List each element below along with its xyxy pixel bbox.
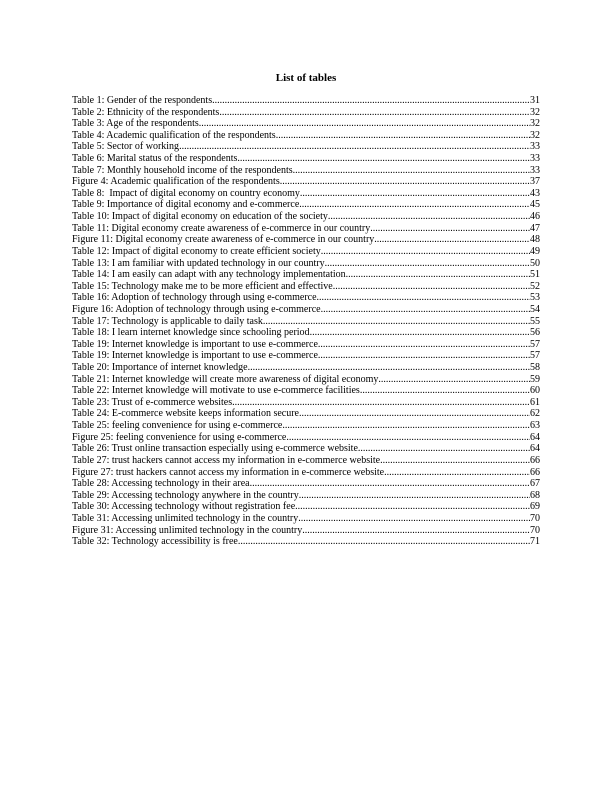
toc-entry-page-number: 67 bbox=[530, 478, 540, 490]
toc-entry-label: Table 1: Gender of the respondents bbox=[72, 95, 213, 106]
toc-entry-label: Table 13: I am familiar with updated technology in our country bbox=[72, 257, 325, 269]
toc-entry[interactable] bbox=[72, 223, 540, 235]
toc-entry-label: Table 26: Trust online transaction especially using e-commerce website bbox=[72, 443, 358, 455]
toc-entry[interactable] bbox=[72, 153, 540, 165]
dot-leader bbox=[317, 292, 530, 304]
dot-leader bbox=[378, 374, 530, 386]
toc-entry-label: Figure 4: Academic qualification of the respondents bbox=[72, 176, 280, 188]
toc-entry-page-number: 48 bbox=[530, 234, 540, 246]
toc-entry-label: Figure 31: Accessing unlimited technology in the country bbox=[72, 524, 303, 536]
dot-leader bbox=[282, 420, 530, 432]
toc-entry-label: Figure 16: Adoption of technology through using e-commerce bbox=[72, 303, 321, 315]
toc-entry[interactable] bbox=[72, 339, 540, 351]
toc-entry-page-number: 33 bbox=[530, 141, 540, 153]
toc-entry-label: Table 31: Accessing unlimited technology in the country bbox=[72, 512, 299, 524]
toc-entry[interactable] bbox=[72, 443, 540, 455]
toc-entry[interactable] bbox=[72, 269, 540, 281]
toc-entry-label: Table 17: Technology is applicable to daily task bbox=[72, 315, 263, 327]
dot-leader bbox=[299, 199, 530, 211]
toc-entry[interactable] bbox=[72, 478, 540, 490]
toc-entry-page-number: 56 bbox=[530, 327, 540, 339]
dot-leader bbox=[299, 408, 530, 420]
toc-entry-label: Table 9: Importance of digital economy and e-commerce bbox=[72, 199, 300, 211]
toc-entry-page-number: 55 bbox=[530, 315, 540, 327]
toc-entry[interactable] bbox=[72, 130, 540, 142]
toc-entry-page-number: 57 bbox=[530, 338, 540, 350]
toc-entry-label: Table 24: E-commerce website keeps information secure bbox=[72, 408, 299, 420]
toc-entry[interactable] bbox=[72, 258, 540, 270]
dot-leader bbox=[232, 397, 530, 409]
dot-leader bbox=[321, 304, 530, 316]
dot-leader bbox=[179, 141, 530, 153]
toc-entry-page-number: 64 bbox=[530, 431, 540, 443]
toc-entry[interactable] bbox=[72, 176, 540, 188]
toc-entry[interactable] bbox=[72, 141, 540, 153]
toc-entry-page-number: 66 bbox=[530, 466, 540, 478]
toc-entry[interactable] bbox=[72, 536, 540, 548]
toc-entry-label: Table 7: Monthly household income of the respondents bbox=[72, 164, 293, 176]
toc-entry[interactable] bbox=[72, 107, 540, 119]
dot-leader bbox=[295, 501, 530, 513]
toc-entry-page-number: 33 bbox=[530, 153, 540, 165]
toc-entry-page-number: 47 bbox=[530, 222, 540, 234]
toc-entry[interactable] bbox=[72, 95, 540, 107]
table-of-contents bbox=[72, 95, 540, 548]
toc-entry-page-number: 53 bbox=[530, 292, 540, 304]
toc-entry-page-number: 43 bbox=[530, 187, 540, 199]
toc-entry-page-number: 50 bbox=[530, 257, 540, 269]
toc-entry[interactable] bbox=[72, 455, 540, 467]
dot-leader bbox=[212, 95, 530, 107]
toc-entry-label: Table 29: Accessing technology anywhere in the country bbox=[72, 489, 299, 501]
dot-leader bbox=[384, 467, 530, 479]
toc-entry-label: Table 6: Marital status of the respondents bbox=[72, 153, 238, 165]
toc-entry-label: Table 11: Digital economy create awareness of e-commerce in our country bbox=[72, 222, 371, 234]
toc-entry-label: Table 12: Impact of digital economy to create efficient society bbox=[72, 245, 321, 257]
toc-entry[interactable] bbox=[72, 292, 540, 304]
dot-leader bbox=[238, 536, 530, 548]
toc-entry-label: Table 15: Technology make me to be more efficient and effective bbox=[72, 280, 333, 292]
dot-leader bbox=[318, 350, 530, 362]
toc-entry-page-number: 60 bbox=[530, 385, 540, 397]
toc-entry[interactable] bbox=[72, 165, 540, 177]
toc-entry[interactable] bbox=[72, 304, 540, 316]
toc-entry[interactable] bbox=[72, 490, 540, 502]
toc-entry-page-number: 70 bbox=[530, 524, 540, 536]
toc-entry[interactable] bbox=[72, 420, 540, 432]
toc-entry[interactable] bbox=[72, 199, 540, 211]
dot-leader bbox=[346, 269, 530, 281]
toc-entry-page-number: 32 bbox=[530, 129, 540, 141]
toc-entry-page-number: 63 bbox=[530, 420, 540, 432]
toc-entry-label: Figure 11: Digital economy create awareness of e-commerce in our country bbox=[72, 234, 375, 246]
toc-entry-page-number: 59 bbox=[530, 373, 540, 385]
toc-entry-label: Table 20: Importance of internet knowledge bbox=[72, 362, 248, 374]
toc-entry[interactable] bbox=[72, 397, 540, 409]
page-title: List of tables bbox=[275, 72, 337, 84]
toc-entry-page-number: 54 bbox=[530, 303, 540, 315]
toc-entry-page-number: 71 bbox=[530, 536, 540, 548]
toc-entry-page-number: 31 bbox=[530, 95, 540, 106]
toc-entry-label: Table 30: Accessing technology without registration fee bbox=[72, 501, 296, 513]
toc-entry[interactable] bbox=[72, 385, 540, 397]
toc-entry-page-number: 52 bbox=[530, 280, 540, 292]
toc-entry[interactable] bbox=[72, 467, 540, 479]
dot-leader bbox=[276, 130, 530, 142]
dot-leader bbox=[360, 385, 530, 397]
dot-leader bbox=[358, 443, 530, 455]
toc-entry[interactable] bbox=[72, 281, 540, 293]
toc-entry-label: Figure 25: feeling convenience for using e-commerce bbox=[72, 431, 287, 443]
toc-entry-page-number: 32 bbox=[530, 106, 540, 118]
toc-entry-page-number: 61 bbox=[530, 396, 540, 408]
toc-entry-page-number: 57 bbox=[530, 350, 540, 362]
toc-entry-label: Table 16: Adoption of technology through using e-commerce bbox=[72, 292, 317, 304]
toc-entry[interactable] bbox=[72, 350, 540, 362]
toc-entry-page-number: 69 bbox=[530, 501, 540, 513]
toc-entry-label: Table 23: Trust of e-commerce websites bbox=[72, 396, 233, 408]
toc-entry[interactable] bbox=[72, 234, 540, 246]
dot-leader bbox=[328, 211, 530, 223]
toc-entry[interactable] bbox=[72, 211, 540, 223]
toc-entry[interactable] bbox=[72, 513, 540, 525]
toc-entry[interactable] bbox=[72, 525, 540, 537]
toc-entry-label: Table 18: I learn internet knowledge since schooling period bbox=[72, 327, 310, 339]
toc-entry-page-number: 46 bbox=[530, 211, 540, 223]
toc-entry-label: Table 22: Internet knowledge will motivate to use e-commerce facilities bbox=[72, 385, 360, 397]
toc-entry[interactable] bbox=[72, 374, 540, 386]
toc-entry-page-number: 45 bbox=[530, 199, 540, 211]
toc-entry-label: Table 21: Internet knowledge will create more awareness of digital economy bbox=[72, 373, 379, 385]
dot-leader bbox=[286, 432, 530, 444]
toc-entry[interactable] bbox=[72, 246, 540, 258]
dot-leader bbox=[300, 188, 530, 200]
toc-entry-page-number: 62 bbox=[530, 408, 540, 420]
dot-leader bbox=[298, 513, 530, 525]
toc-entry-label: Table 14: I am easily can adapt with any technology implementation bbox=[72, 269, 346, 281]
dot-leader bbox=[325, 258, 530, 270]
dot-leader bbox=[370, 223, 530, 235]
toc-entry-label: Table 19: Internet knowledge is important to use e-commerce bbox=[72, 350, 318, 362]
toc-entry-page-number: 33 bbox=[530, 164, 540, 176]
toc-entry-label: Table 4: Academic qualification of the respondents bbox=[72, 129, 276, 141]
toc-entry-label: Table 25: feeling convenience for using e-commerce bbox=[72, 420, 283, 432]
toc-entry[interactable] bbox=[72, 432, 540, 444]
toc-entry-label: Table 5: Sector of working bbox=[72, 141, 180, 153]
dot-leader bbox=[293, 165, 530, 177]
toc-entry-label: Table 28: Accessing technology in their area bbox=[72, 478, 250, 490]
toc-entry-label: Table 19: Internet knowledge is important to use e-commerce bbox=[72, 338, 318, 350]
toc-entry-page-number: 49 bbox=[530, 245, 540, 257]
toc-entry[interactable] bbox=[72, 188, 540, 200]
dot-leader bbox=[310, 327, 530, 339]
dot-leader bbox=[199, 118, 530, 130]
toc-entry-label: Table 8: Impact of digital economy on country economy bbox=[72, 187, 300, 199]
dot-leader bbox=[248, 362, 530, 374]
toc-entry-page-number: 64 bbox=[530, 443, 540, 455]
toc-entry[interactable] bbox=[72, 408, 540, 420]
toc-entry-label: Table 27: trust hackers cannot access my information in e-commerce website bbox=[72, 454, 381, 466]
dot-leader bbox=[374, 234, 530, 246]
dot-leader bbox=[318, 339, 530, 351]
toc-entry-label: Table 10: Impact of digital economy on education of the society bbox=[72, 211, 328, 223]
toc-entry-page-number: 66 bbox=[530, 454, 540, 466]
toc-entry-page-number: 70 bbox=[530, 512, 540, 524]
toc-entry-label: Table 2: Ethnicity of the respondents bbox=[72, 106, 220, 118]
dot-leader bbox=[321, 246, 530, 258]
toc-entry[interactable] bbox=[72, 316, 540, 328]
dot-leader bbox=[280, 176, 530, 188]
toc-entry[interactable] bbox=[72, 327, 540, 339]
toc-entry-label: Table 3: Age of the respondents bbox=[72, 118, 199, 130]
dot-leader bbox=[237, 153, 530, 165]
toc-entry-page-number: 37 bbox=[530, 176, 540, 188]
toc-entry-page-number: 58 bbox=[530, 362, 540, 374]
dot-leader bbox=[299, 490, 530, 502]
toc-entry-label: Figure 27: trust hackers cannot access my information in e-commerce website bbox=[72, 466, 385, 478]
dot-leader bbox=[302, 525, 530, 537]
toc-entry[interactable] bbox=[72, 501, 540, 513]
dot-leader bbox=[263, 316, 530, 328]
toc-entry-label: Table 32: Technology accessibility is free bbox=[72, 536, 238, 548]
dot-leader bbox=[380, 455, 530, 467]
toc-entry-page-number: 51 bbox=[530, 269, 540, 281]
dot-leader bbox=[333, 281, 530, 293]
toc-entry-page-number: 68 bbox=[530, 489, 540, 501]
dot-leader bbox=[219, 107, 530, 119]
toc-entry[interactable] bbox=[72, 362, 540, 374]
toc-entry[interactable] bbox=[72, 118, 540, 130]
dot-leader bbox=[250, 478, 530, 490]
toc-entry-page-number: 32 bbox=[530, 118, 540, 130]
